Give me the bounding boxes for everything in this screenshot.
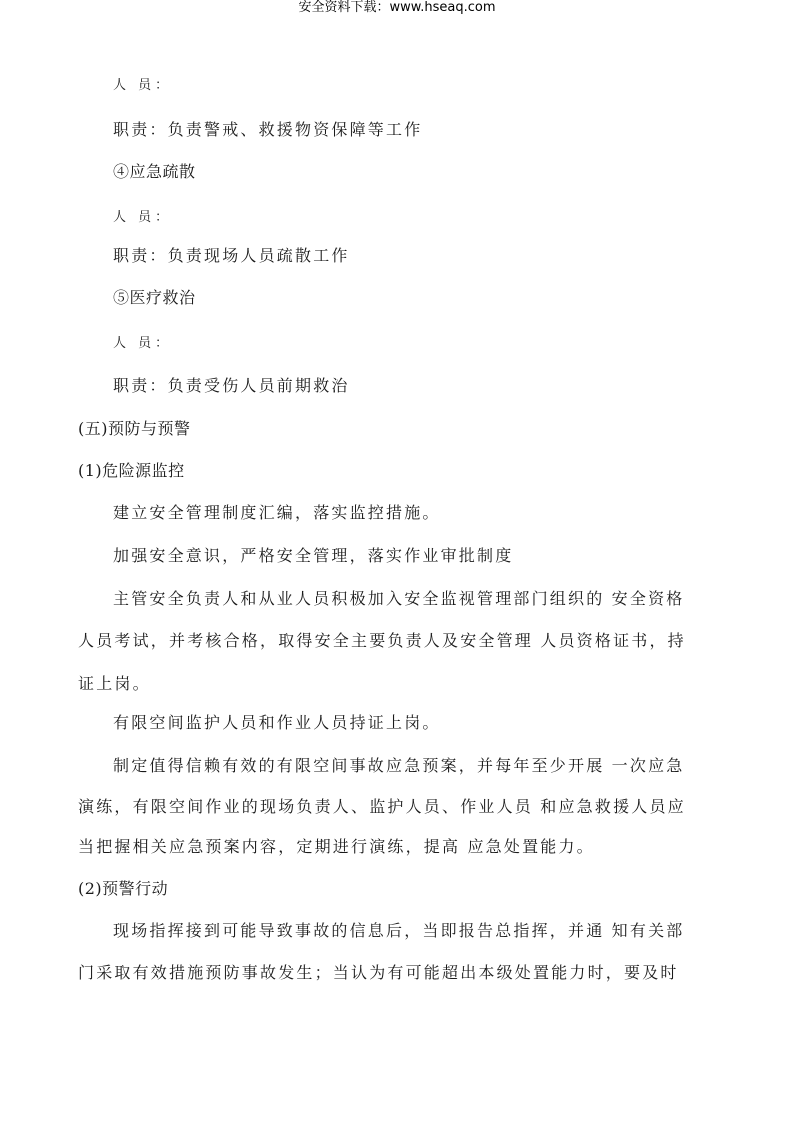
paragraph-line: 演练，有限空间作业的现场负责人、监护人员、作业人员 和应急救援人员应 <box>78 797 686 816</box>
section-heading: (五)预防与预警 <box>78 419 191 438</box>
duty-line: 职责：负责受伤人员前期救治 <box>113 376 350 395</box>
personnel-label: 人 员： <box>113 210 173 225</box>
duty-line: 职责：负责现场人员疏散工作 <box>113 246 350 265</box>
subsection-heading: (1)危险源监控 <box>78 461 185 480</box>
duty-line: 职责：负责警戒、救援物资保障等工作 <box>113 120 423 139</box>
site-header: 安全资料下载：www.hseaq.com <box>298 0 496 15</box>
paragraph-line: 主管安全负责人和从业人员积极加入安全监视管理部门组织的 安全资格 <box>113 589 685 608</box>
paragraph-line: 有限空间监护人员和作业人员持证上岗。 <box>113 713 441 732</box>
paragraph-line: 现场指挥接到可能导致事故的信息后，当即报告总指挥，并通 知有关部 <box>113 921 685 940</box>
paragraph-line: 证上岗。 <box>78 674 151 693</box>
section-item-heading: ④应急疏散 <box>113 162 196 181</box>
paragraph-line: 当把握相关应急预案内容，定期进行演练，提高 应急处置能力。 <box>78 837 595 856</box>
paragraph-line: 人员考试，并考核合格，取得安全主要负责人及安全管理 人员资格证书，持 <box>78 631 686 650</box>
paragraph-line: 门采取有效措施预防事故发生；当认为有可能超出本级处置能力时，要及时 <box>78 963 679 982</box>
paragraph-line: 加强安全意识，严格安全管理，落实作业审批制度 <box>113 546 514 565</box>
subsection-heading: (2)预警行动 <box>78 879 169 898</box>
paragraph-line: 建立安全管理制度汇编，落实监控措施。 <box>113 503 441 522</box>
personnel-label: 人 员： <box>113 336 173 351</box>
paragraph-line: 制定值得信赖有效的有限空间事故应急预案，并每年至少开展 一次应急 <box>113 756 685 775</box>
personnel-label: 人 员： <box>113 78 173 93</box>
section-item-heading: ⑤医疗救治 <box>113 288 196 307</box>
